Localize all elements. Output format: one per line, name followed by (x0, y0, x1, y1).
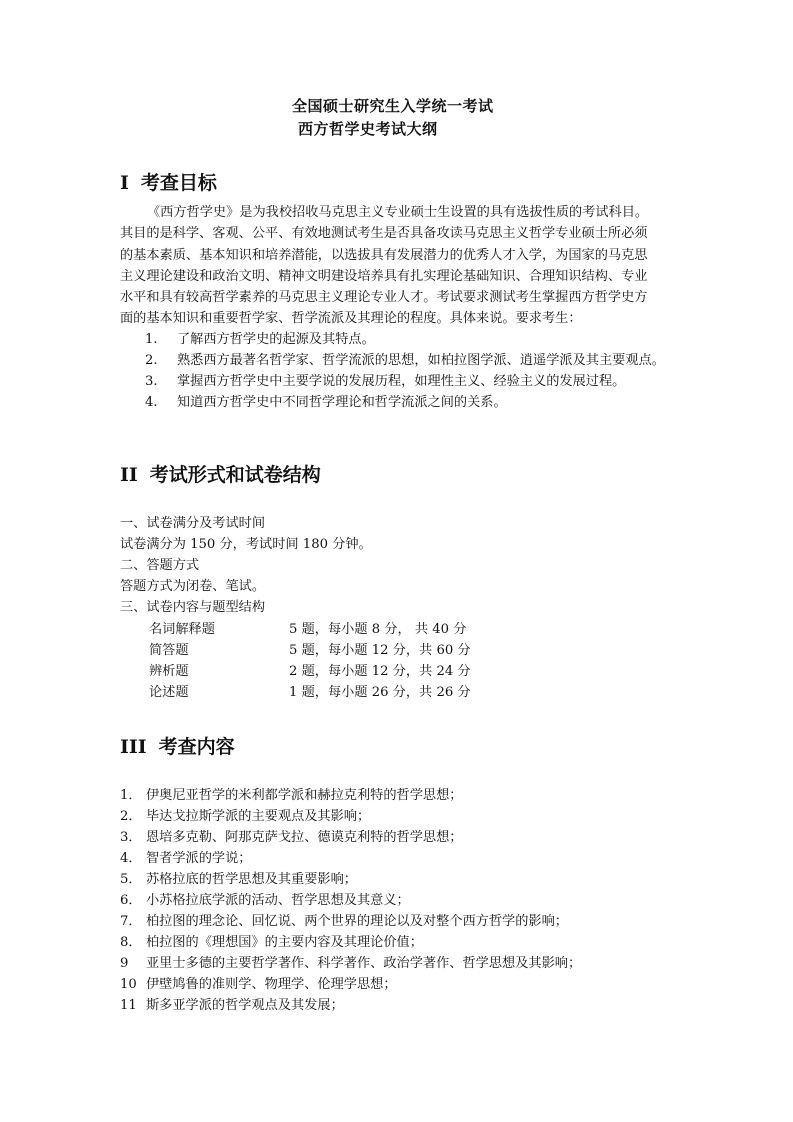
format-line: 三、试卷内容与题型结构 (120, 600, 266, 615)
section-number: I (120, 172, 129, 194)
question-detail: 5 题，每小题 8 分， 共 40 分 (289, 622, 467, 637)
question-type-row (149, 618, 466, 637)
item-number: 1． (120, 788, 142, 803)
objective-item (145, 349, 665, 368)
item-number: 2． (120, 809, 142, 824)
item-number: 4. (145, 395, 158, 410)
item-number: 2. (145, 353, 158, 368)
item-text: 掌握西方哲学史中主要学说的发展历程，如理性主义、经验主义的发展过程。 (177, 374, 626, 389)
section-title: 考试形式和试卷结构 (149, 464, 321, 486)
section-title: 考查目标 (140, 172, 217, 194)
item-text: 柏拉图的理念论、回忆说、两个世界的理论以及对整个西方哲学的影响； (146, 914, 568, 929)
item-text: 知道西方哲学史中不同哲学理论和哲学流派之间的关系。 (177, 395, 507, 410)
item-text: 智者学派的学说； (146, 851, 252, 866)
objectives-paragraph (120, 202, 678, 330)
content-item (120, 868, 357, 887)
item-text: 熟悉西方最著名哲学家、哲学流派的思想，如柏拉图学派、逍遥学派及其主要观点。 (177, 353, 665, 368)
question-type-row (149, 639, 471, 658)
item-text: 斯多亚学派的哲学观点及其发展； (146, 998, 344, 1013)
item-text: 伊壁鸠鲁的准则学、物理学、伦理学思想； (146, 977, 397, 992)
content-item (120, 847, 252, 866)
item-number: 8． (120, 935, 142, 950)
question-type: 简答题 (149, 643, 189, 658)
item-number: 11 (120, 998, 137, 1013)
section-heading-format (120, 460, 321, 487)
objective-item (145, 370, 625, 389)
section-heading-objectives (120, 168, 217, 195)
question-type-row (149, 660, 471, 679)
item-text: 苏格拉底的哲学思想及其重要影响； (146, 872, 357, 887)
item-number: 1. (145, 332, 158, 347)
item-text: 毕达戈拉斯学派的主要观点及其影响； (146, 809, 371, 824)
content-item (120, 784, 463, 803)
content-item (120, 952, 581, 971)
format-line: 一、试卷满分及考试时间 (120, 516, 266, 531)
objective-item (145, 328, 375, 347)
paragraph-line: 水平和具有较高哲学素养的马克思主义理论专业人才。考试要求测试考生掌握西方哲学史方 (120, 290, 648, 306)
content-item (120, 889, 410, 908)
item-number: 9 (120, 956, 129, 971)
section-number: II (120, 464, 138, 486)
item-text: 小苏格拉底学派的活动、哲学思想及其意义； (146, 893, 410, 908)
document-title: 全国硕士研究生入学统一考试 (292, 97, 494, 115)
question-type: 辨析题 (149, 664, 189, 679)
document-subtitle: 西方哲学史考试大纲 (298, 120, 438, 138)
question-type: 论述题 (149, 685, 189, 700)
content-item (120, 931, 423, 950)
section-number: III (120, 736, 147, 758)
item-number: 7． (120, 914, 142, 929)
paragraph-line: 面的基本知识和重要哲学家、哲学流派及其理论的程度。具体来说。要求考生： (120, 311, 582, 327)
question-type: 名词解释题 (149, 622, 215, 637)
question-detail: 2 题，每小题 12 分，共 24 分 (289, 664, 471, 679)
item-text: 伊奥尼亚哲学的米利都学派和赫拉克利特的哲学思想； (146, 788, 463, 803)
objective-item (145, 391, 507, 410)
format-line: 答题方式为闭卷、笔试。 (120, 579, 266, 594)
paragraph-line: 的基本素质、基本知识和培养潜能，以选拔具有发展潜力的优秀人才入学，为国家的马克思 (120, 247, 648, 263)
section-heading-content (120, 732, 235, 759)
content-item (120, 973, 397, 992)
content-item (120, 826, 463, 845)
question-type-row (149, 681, 471, 700)
item-number: 10 (120, 977, 137, 992)
item-number: 5． (120, 872, 142, 887)
paragraph-line: 《西方哲学史》是为我校招收马克思主义专业硕士生设置的具有选拔性质的考试科目。 (147, 205, 649, 220)
item-number: 4． (120, 851, 142, 866)
question-detail: 1 题，每小题 26 分，共 26 分 (289, 685, 471, 700)
item-text: 柏拉图的《理想国》的主要内容及其理论价值； (146, 935, 423, 950)
paragraph-line: 其目的是科学、客观、公平、有效地测试考生是否具备攻读马克思主义哲学专业硕士所必须 (120, 226, 648, 242)
paragraph-line: 主义理论建设和政治文明、精神文明建设培养具有扎实理论基础知识、合理知识结构、专业 (120, 268, 648, 284)
format-line: 二、答题方式 (120, 558, 200, 573)
item-number: 3. (145, 374, 158, 389)
content-item (120, 805, 370, 824)
question-detail: 5 题，每小题 12 分，共 60 分 (289, 643, 471, 658)
item-number: 3． (120, 830, 142, 845)
content-item (120, 994, 344, 1013)
format-line: 试卷满分为 150 分，考试时间 180 分钟。 (120, 537, 372, 552)
section-title: 考查内容 (158, 736, 235, 758)
item-text: 了解西方哲学史的起源及其特点。 (177, 332, 375, 347)
content-item (120, 910, 568, 929)
item-text: 恩培多克勒、阿那克萨戈拉、德谟克利特的哲学思想； (146, 830, 463, 845)
item-number: 6． (120, 893, 142, 908)
item-text: 亚里士多德的主要哲学著作、科学著作、政治学著作、哲学思想及其影响； (146, 956, 582, 971)
